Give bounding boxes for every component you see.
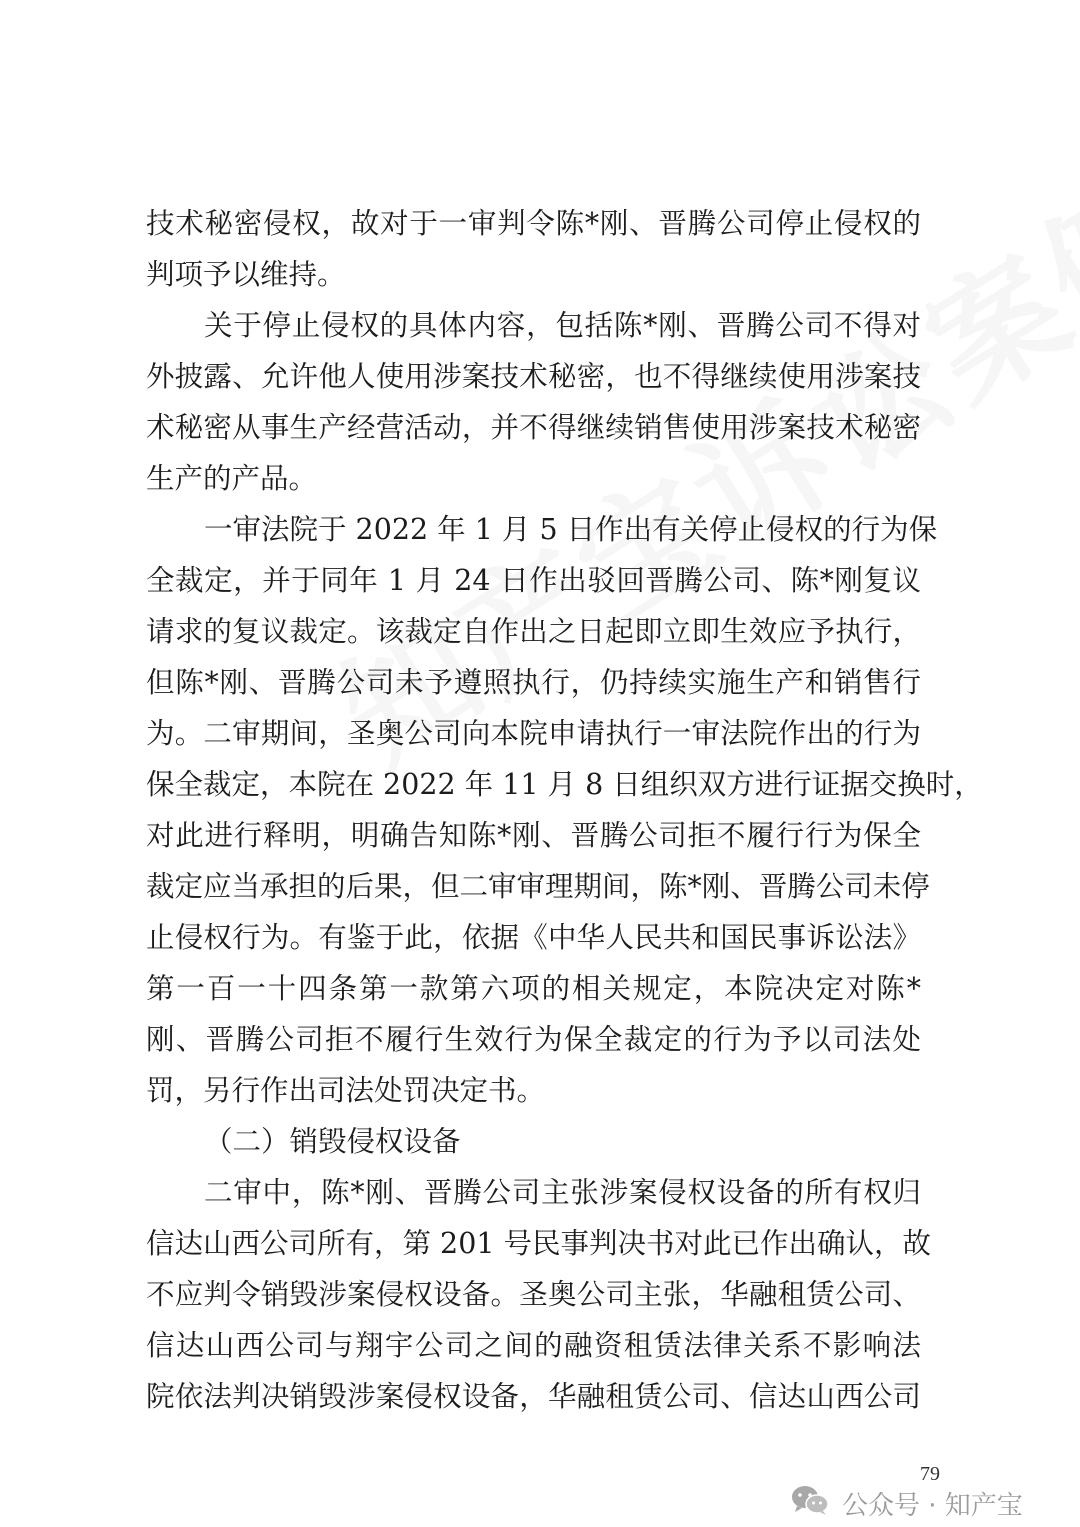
text-line: 关于停止侵权的具体内容，包括陈*刚、晋腾公司不得对 — [204, 309, 921, 342]
text-line: 裁定应当承担的后果，但二审审理期间，陈*刚、晋腾公司未停 — [146, 870, 930, 903]
text-line: 一审法院于 2022 年 1 月 5 日作出有关停止侵权的行为保 — [204, 513, 938, 546]
text-line: 对此进行释明，明确告知陈*刚、晋腾公司拒不履行行为保全 — [146, 819, 921, 852]
text-line: 外披露、允许他人使用涉案技术秘密，也不得继续使用涉案技 — [146, 360, 921, 393]
page-number: 79 — [920, 1463, 940, 1485]
text-line: 但陈*刚、晋腾公司未予遵照执行，仍持续实施生产和销售行 — [146, 666, 921, 699]
text-line: 信达山西公司所有，第 201 号民事判决书对此已作出确认，故 — [146, 1227, 932, 1260]
text-line: 全裁定，并于同年 1 月 24 日作出驳回晋腾公司、陈*刚复议 — [146, 564, 921, 597]
text-line: 生产的产品。 — [146, 462, 318, 495]
text-line: 二审中，陈*刚、晋腾公司主张涉案侵权设备的所有权归 — [204, 1176, 921, 1209]
text-line: 为。二审期间，圣奥公司向本院申请执行一审法院作出的行为 — [146, 717, 921, 750]
source-badge — [790, 1484, 1023, 1523]
text-line: 术秘密从事生产经营活动，并不得继续销售使用涉案技术秘密 — [146, 411, 921, 444]
text-line: 罚，另行作出司法处罚决定书。 — [146, 1074, 546, 1107]
text-line: 请求的复议裁定。该裁定自作出之日起即立即生效应予执行， — [146, 615, 921, 648]
text-line: 信达山西公司与翔宇公司之间的融资租赁法律关系不影响法 — [146, 1329, 921, 1362]
wechat-icon — [790, 1484, 842, 1523]
text-line: （二）销毁侵权设备 — [204, 1125, 461, 1158]
text-line: 技术秘密侵权，故对于一审判令陈*刚、晋腾公司停止侵权的 — [146, 207, 921, 240]
text-line: 第一百一十四条第一款第六项的相关规定，本院决定对陈* — [146, 972, 921, 1005]
source-label: 公众号 · 知产宝 — [842, 1491, 1023, 1521]
text-line: 刚、晋腾公司拒不履行生效行为保全裁定的行为予以司法处 — [146, 1023, 921, 1056]
text-line: 保全裁定，本院在 2022 年 11 月 8 日组织双方进行证据交换时， — [146, 768, 983, 801]
text-line: 判项予以维持。 — [146, 258, 346, 291]
text-line: 院依法判决销毁涉案侵权设备，华融租赁公司、信达山西公司 — [146, 1380, 921, 1413]
text-line: 止侵权行为。有鉴于此，依据《中华人民共和国民事诉讼法》 — [146, 921, 921, 954]
document-body — [146, 198, 983, 1422]
text-line: 不应判令销毁涉案侵权设备。圣奥公司主张，华融租赁公司、 — [146, 1278, 921, 1311]
